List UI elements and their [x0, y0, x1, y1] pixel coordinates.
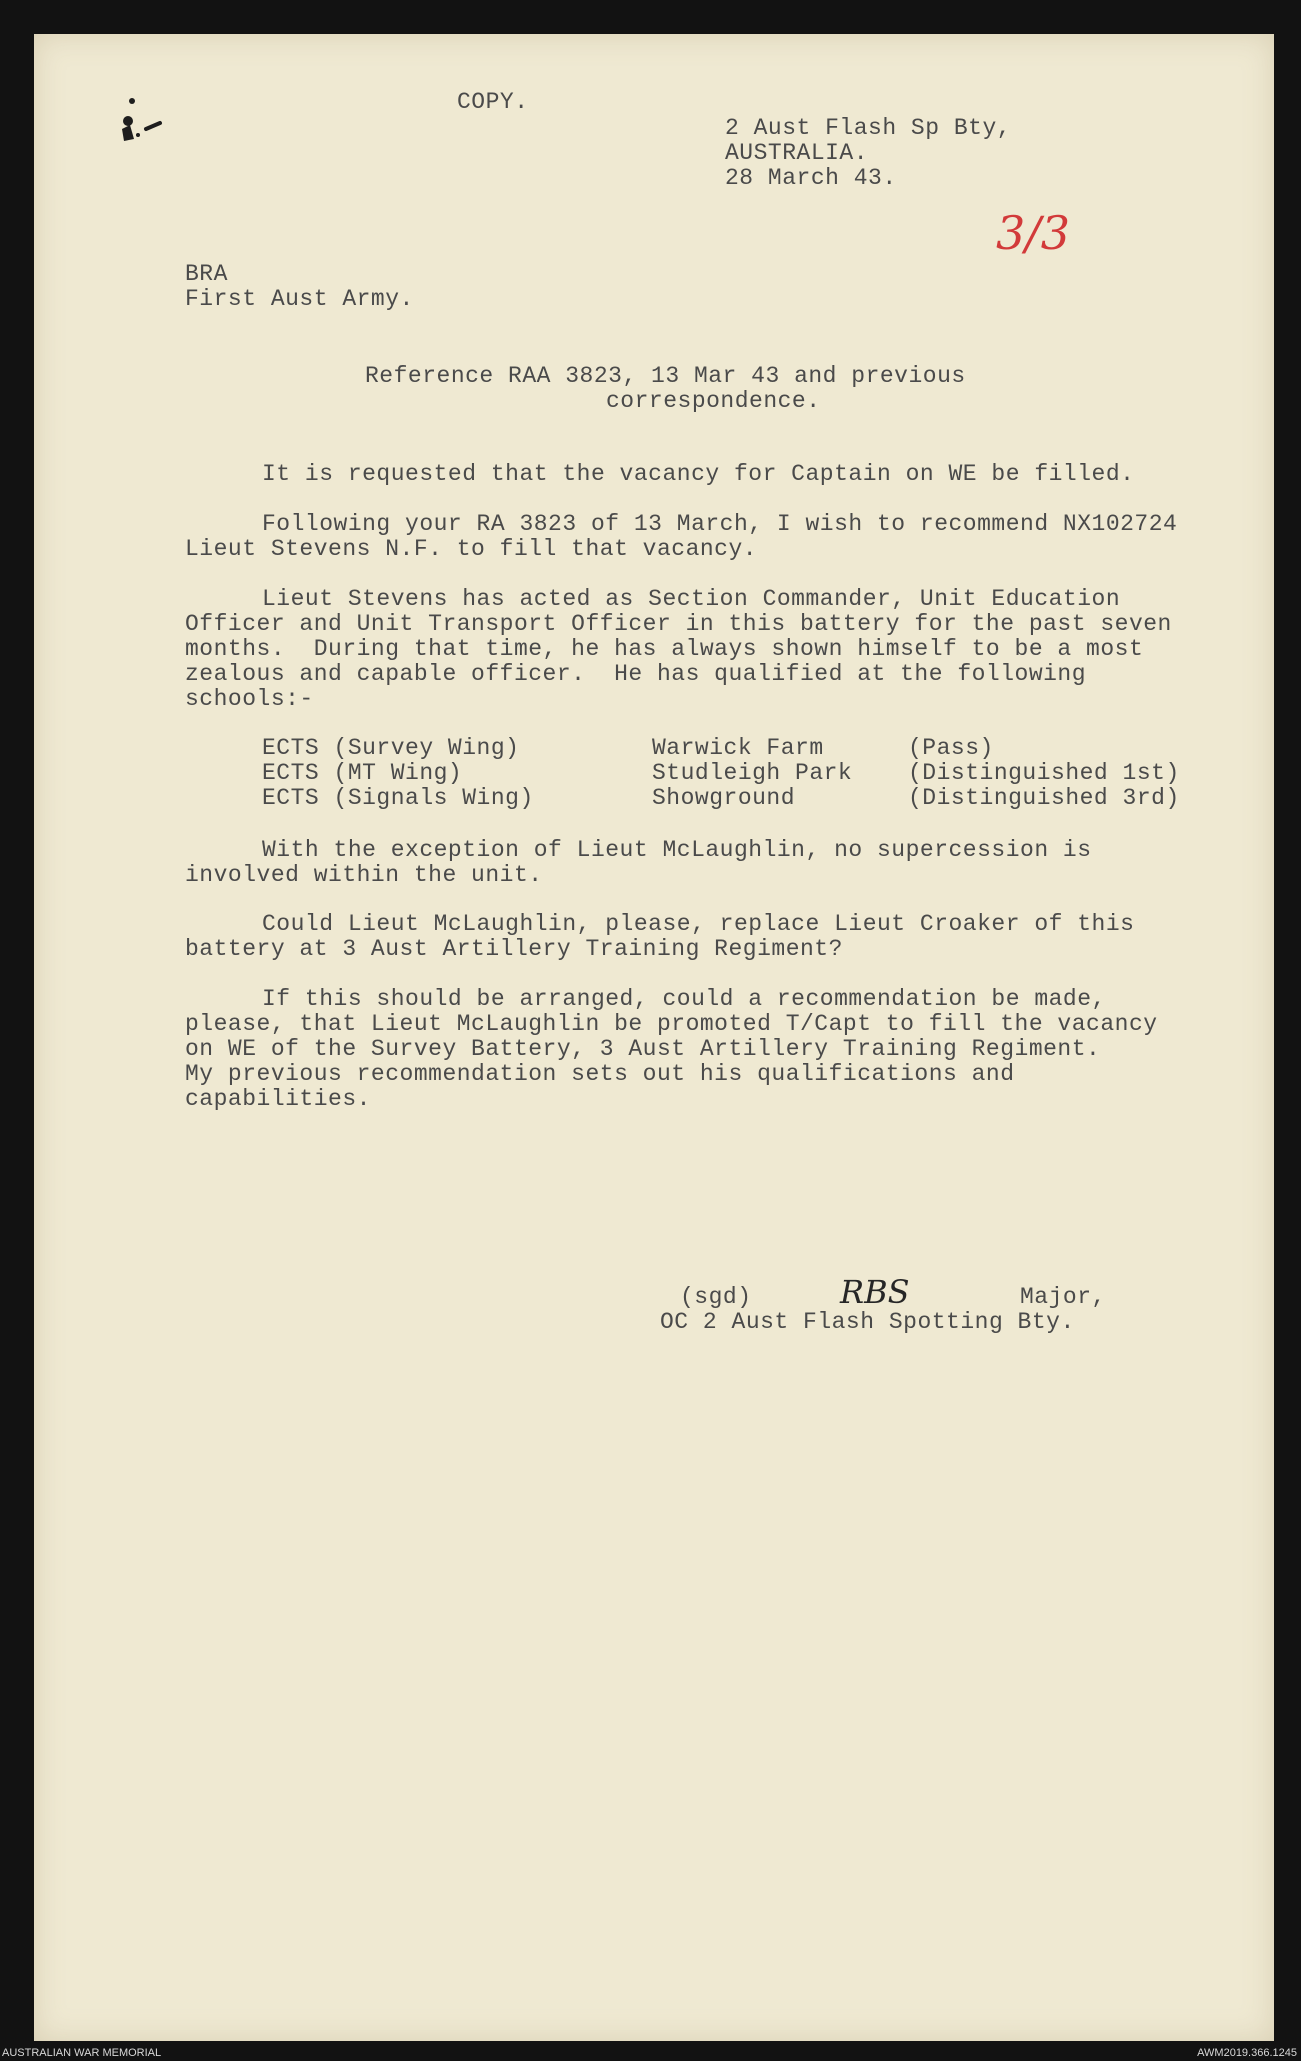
paragraph-5-line-1: Could Lieut McLaughlin, please, replace Lieut Croaker of this	[262, 911, 1135, 937]
copy-label: COPY.	[457, 89, 529, 115]
paragraph-6-line-3: on WE of the Survey Battery, 3 Aust Artillery Training Regiment.	[185, 1036, 1101, 1062]
paragraph-6-line-5: capabilities.	[185, 1086, 371, 1112]
sender-address-line-3: 28 March 43.	[725, 165, 897, 191]
paragraph-3-line-1: Lieut Stevens has acted as Section Commander, Unit Education	[262, 586, 1121, 612]
paragraph-3-line-4: zealous and capable officer. He has qualified at the following	[185, 661, 1087, 687]
school-2-course: ECTS (MT Wing)	[262, 760, 463, 786]
paragraph-6-line-4: My previous recommendation sets out his qualifications and	[185, 1061, 1015, 1087]
folio-mark: 3/3	[996, 206, 1071, 260]
paragraph-2-line-2: Lieut Stevens N.F. to fill that vacancy.	[185, 536, 758, 562]
paragraph-3-line-5: schools:-	[185, 686, 314, 712]
signature-rank: Major,	[1020, 1284, 1106, 1310]
signature-sgd: (sgd)	[680, 1284, 752, 1310]
school-1-result: (Pass)	[908, 735, 994, 761]
ink-blot-mark	[94, 89, 174, 169]
recipient-line-2: First Aust Army.	[185, 286, 414, 312]
school-3-course: ECTS (Signals Wing)	[262, 785, 534, 811]
paragraph-4-line-2: involved within the unit.	[185, 862, 543, 888]
school-2-location: Studleigh Park	[652, 760, 853, 786]
school-1-course: ECTS (Survey Wing)	[262, 735, 520, 761]
footer-accession-number: AWM2019.366.1245	[1197, 2047, 1297, 2059]
paragraph-5-line-2: battery at 3 Aust Artillery Training Regiment?	[185, 936, 843, 962]
reference-line-2: correspondence.	[606, 388, 821, 414]
school-2-result: (Distinguished 1st)	[908, 760, 1180, 786]
paragraph-3-line-2: Officer and Unit Transport Officer in this battery for the past seven	[185, 611, 1172, 637]
paragraph-3-line-3: months. During that time, he has always shown himself to be a most	[185, 636, 1144, 662]
paragraph-6-line-2: please, that Lieut McLaughlin be promoted T/Capt to fill the vacancy	[185, 1011, 1158, 1037]
sender-address-line-1: 2 Aust Flash Sp Bty,	[725, 115, 1012, 141]
paragraph-6-line-1: If this should be arranged, could a recommendation be made,	[262, 986, 1106, 1012]
paragraph-1-line-1: It is requested that the vacancy for Captain on WE be filled.	[262, 461, 1135, 487]
sender-address-line-2: AUSTRALIA.	[725, 140, 869, 166]
signature-initials: RBS	[840, 1273, 910, 1311]
school-3-result: (Distinguished 3rd)	[908, 785, 1180, 811]
paragraph-4-line-1: With the exception of Lieut McLaughlin, no supercession is	[262, 837, 1092, 863]
paragraph-2-line-1: Following your RA 3823 of 13 March, I wish to recommend NX102724	[262, 511, 1178, 537]
school-1-location: Warwick Farm	[652, 735, 824, 761]
signature-title: OC 2 Aust Flash Spotting Bty.	[660, 1309, 1075, 1335]
school-3-location: Showground	[652, 785, 796, 811]
reference-line-1: Reference RAA 3823, 13 Mar 43 and previous	[365, 363, 966, 389]
footer-credit: AUSTRALIAN WAR MEMORIAL	[2, 2047, 162, 2059]
recipient-line-1: BRA	[185, 261, 228, 287]
